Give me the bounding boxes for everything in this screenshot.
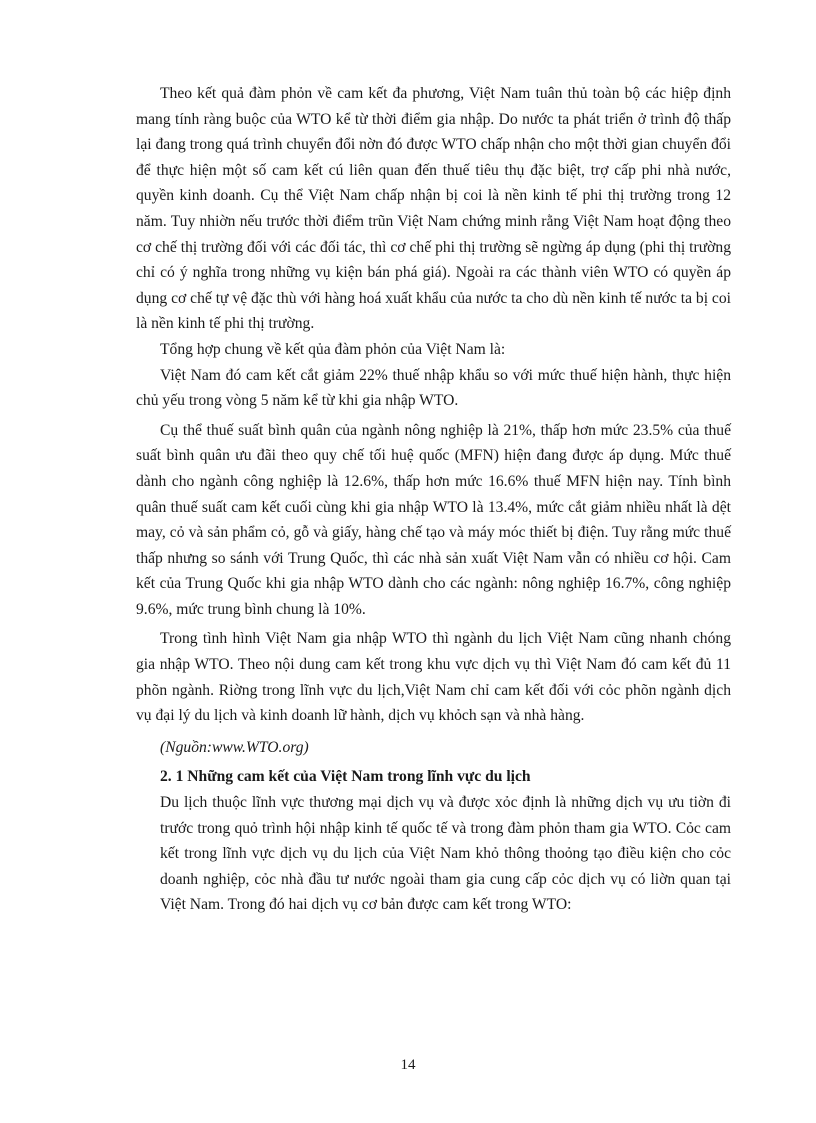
paragraph-commitments-overview: Theo kết quả đàm phỏn về cam kết đa phương, Việt Nam tuân thủ toàn bộ các hiệp định mang tính ràng buộc của WTO kể từ thời điểm gia nhập. Do nước ta phát triển ở trình độ thấp lại đang trong quá trình chuyển đổi nờn đó được WTO chấp nhận cho một thời gian chuyển đổi để thực hiện một số cam kết cú liên quan đến thuế tiêu thụ đặc biệt, trợ cấp phi nhà nước, quyền kinh doanh. Cụ thể Việt Nam chấp nhận bị coi là nền kinh tế phi thị trường trong 12 năm. Tuy nhiờn nếu trước thời điểm trũn Việt Nam chứng minh rằng Việt Nam hoạt động theo cơ chế thị trường đối với các đối tác, thì cơ chế phi thị trường sẽ ngừng áp dụng (phi thị trường chỉ có ý nghĩa trong những vụ kiện bán phá giá). Ngoài ra các thành viên WTO có quyền áp dụng cơ chế tự vệ đặc thù với hàng hoá xuất khẩu của nước ta cho dù nền kinh tế nước ta bị coi là nền kinh tế phi thị trường. [136, 85, 731, 333]
page-number: 14 [400, 1057, 416, 1073]
paragraph-summary-intro: Tổng hợp chung về kết qủa đàm phỏn của Việt Nam là: [160, 340, 506, 358]
page-body [136, 81, 731, 918]
source-citation: (Nguồn:www.WTO.org) [160, 738, 309, 756]
paragraph-tourism-commitments: Du lịch thuộc lĩnh vực thương mại dịch vụ và được xỏc định là những dịch vụ ưu tiờn đi trước trong quỏ trình hội nhập kinh tế quốc tế và trong đàm phỏn tham gia WTO. Cỏc cam kết trong lĩnh vực dịch vụ du lịch của Việt Nam khỏ thông thoỏng tạo điều kiện cho cỏc doanh nghiệp, cỏc nhà đầu tư nước ngoài tham gia cung cấp cỏc dịch vụ có liờn quan tại Việt Nam. Trong đó hai dịch vụ cơ bản được cam kết trong WTO: [160, 794, 731, 914]
paragraph-tariff-details: Cụ thể thuế suất bình quân của ngành nông nghiệp là 21%, thấp hơn mức 23.5% của thuế suất bình quân ưu đãi theo quy chế tối huệ quốc (MFN) hiện đang được áp dụng. Mức thuế dành cho ngành công nghiệp là 12.6%, thấp hơn mức 16.6% thuế MFN hiện nay. Tính bình quân thuế suất cam kết cuối cùng khi gia nhập WTO là 13.4%, mức cắt giảm nhiều nhất là dệt may, cỏ và sản phẩm cỏ, gỗ và giấy, hàng chế tạo và máy móc thiết bị điện. Tuy rằng mức thuế thấp nhưng so sánh với Trung Quốc, thì các nhà sản xuất Việt Nam vẫn có nhiều cơ hội. Cam kết của Trung Quốc khi gia nhập WTO dành cho các ngành: nông nghiệp 16.7%, công nghiệp 9.6%, mức trung bình chung là 10%. [136, 421, 731, 618]
paragraph-tourism-sector: Trong tình hình Việt Nam gia nhập WTO thì ngành du lịch Việt Nam cũng nhanh chóng gia nhập WTO. Theo nội dung cam kết trong khu vực dịch vụ thì Việt Nam đó cam kết đủ 11 phõn ngành. Riờng trong lĩnh vực du lịch,Việt Nam chỉ cam kết đối với cỏc phõn ngành dịch vụ đại lý du lịch và kinh doanh lữ hành, dịch vụ khỏch sạn và nhà hàng. [136, 630, 731, 725]
paragraph-tariff-cut: Việt Nam đó cam kết cắt giảm 22% thuế nhập khẩu so với mức thuế hiện hành, thực hiện chủ yếu trong vòng 5 năm kể từ khi gia nhập WTO. [136, 366, 731, 410]
section-heading: 2. 1 Những cam kết của Việt Nam trong lĩnh vực du lịch [160, 768, 531, 786]
